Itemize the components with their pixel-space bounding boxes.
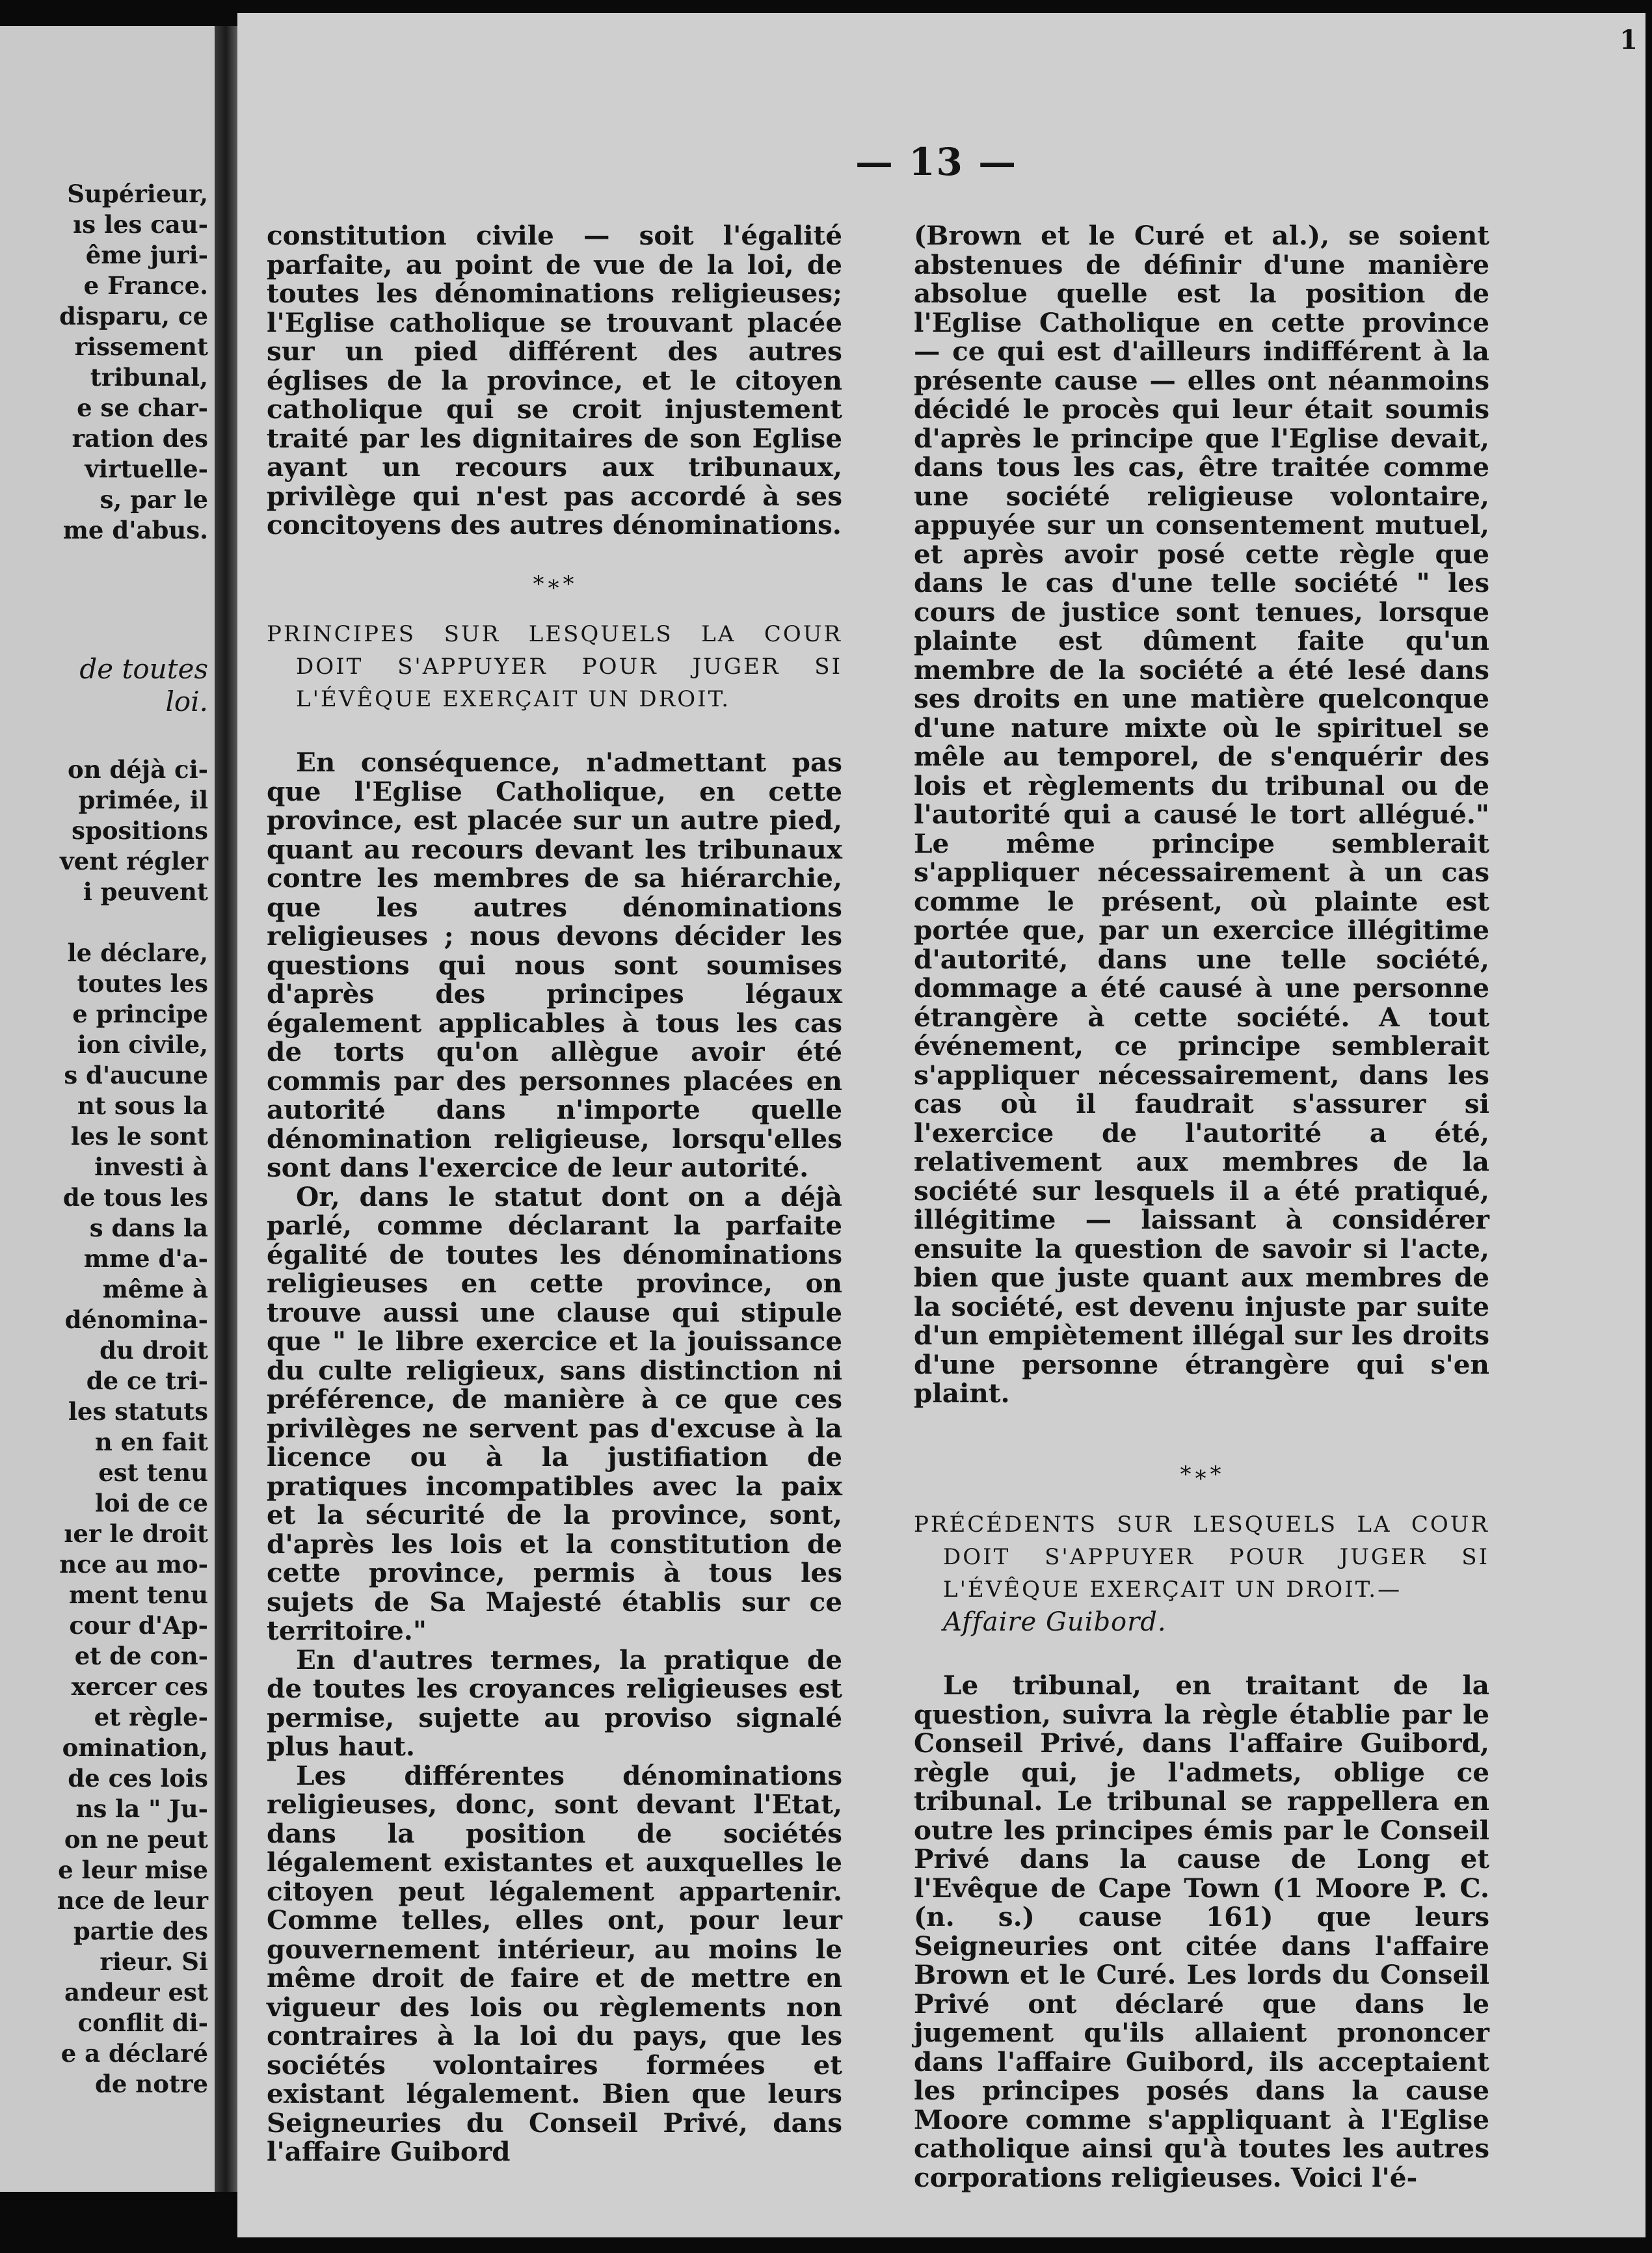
facing-page-text-fragment: disparu, ce [59,302,208,330]
section-heading [267,618,842,715]
facing-page-text-fragment: me d'abus. [62,516,208,544]
section-separator: *∗* [1180,1461,1223,1487]
heading-line: PRÉCÉDENTS SUR LESQUELS LA COUR [914,1512,1489,1538]
page-corner-mark: 1 [1619,25,1638,55]
facing-page-text-fragment: ıs les cau- [73,210,208,239]
heading-line: L'ÉVÊQUE EXERÇAIT UN DROIT.— [943,1577,1402,1603]
facing-page-text-fragment: spositions [72,816,208,845]
paragraph: Les différentes dénominations religieuses, donc, sont devant l'Etat, dans la position de sociétés légalement existantes et auxquelles le citoyen peut légalement appartenir. Comme telles, elles ont, pour leur gouvernement intérieur, au moins le même droit de faire et de mettre en vigueur des lois ou règlements non contraires à la loi du pays, que les sociétés volontaires formées et existant légalement. Bien que leurs Seigneuries du Conseil Privé, dans l'affaire Guibord [267,1759,842,2167]
facing-page-text-fragment: ion civile, [77,1030,208,1059]
paragraph: Le tribunal, en traitant de la question, suivra la règle établie par le Conseil Privé, dans l'affaire Guibord, règle qui, je l'admets, oblige ce tribunal. Le tribunal se rappellera en outre les principes émis par le Conseil Privé dans la cause de Long et l'Evêque de Cape Town (1 Moore P. C. (n. s.) cause 161) que leurs Seigneuries ont citée dans l'affaire Brown et le Curé. Les lords du Conseil Privé ont déclaré que dans le jugement qu'ils allaient prononcer dans l'affaire Guibord, ils acceptaient les principes posés dans la cause Moore comme s'appliquant à l'Eglise catholique ainsi qu'à toutes les autres corporations religieuses. Voici l'é- [914,1670,1489,2193]
facing-page-text-fragment: n en fait [94,1428,208,1456]
paragraph: Or, dans le statut dont on a déjà parlé, comme déclarant la parfaite égalité de toutes les dénominations religieuses en cette province, on trouve aussi une clause qui stipule que " le libre exercice et la jouissance du culte religieux, sans distinction ni préférence, de manière à ce que ces privilèges ne servent pas d'excuse à la licence ou à la justifiation de pratiques incompatibles avec la paix et la sécurité de la province, sont, d'après les lois et la constitution de cette province, permis à tous les sujets de Sa Majesté établis sur ce territoire." [267,1180,842,1646]
facing-page-text-fragment: s d'aucune [64,1061,208,1089]
book-gutter [215,26,237,2192]
facing-page-text-fragment: xercer ces [71,1672,208,1701]
left-column [267,221,842,2166]
facing-page-text-fragment: on déjà ci- [67,755,208,784]
facing-page-text-fragment: ration des [72,424,208,453]
facing-page-text-fragment: omination, [62,1733,208,1762]
facing-page-text-fragment: ıer le droit [64,1519,208,1548]
facing-page-text-fragment: ême juri- [85,241,208,269]
facing-page-text-fragment: s, par le [100,485,208,514]
section-separator: *∗* [533,570,576,597]
facing-page-text-fragment: de toutes [79,653,208,685]
facing-page-text-fragment: et de con- [74,1642,208,1670]
facing-page-text-fragment: e se char- [77,393,208,422]
facing-page-text-fragment: conflit di- [77,2008,208,2037]
facing-page-text-fragment: i peuvent [83,877,208,906]
heading-italic-line: Affaire Guibord. [943,1607,1167,1637]
facing-page-text-fragment: nce au mo- [59,1550,208,1579]
paragraph: (Brown et le Curé et al.), se soient abstenues de définir d'une manière absolue quelle est la position de l'Eglise Catholique en cette province — ce qui est d'ailleurs indifférent à la présente cause — elles ont néanmoins décidé le procès qui leur était soumis d'après le principe que l'Eglise devait, dans tous les cas, être traitée comme une société religieuse volontaire, appuyée sur un consentement mutuel, et après avoir posé cette règle que dans le cas d'une telle société " les cours de justice sont tenues, lorsque plainte est dûment faite qu'un membre de la société a été lesé dans ses droits en une matière quelconque d'une nature mixte où le spirituel se mêle au temporel, de s'enquérir des lois et règlements du tribunal ou de l'autorité qui a causé le tort allégué." Le même principe semblerait s'appliquer nécessairement à un cas comme le présent, où plainte est portée que, par un exercice illégitime d'autorité, dans une telle société, dommage a été causé à une personne étrangère à cette société. A tout événement, ce principe semblerait s'appliquer nécessairement, dans les cas où il faudrait s'assurer si l'exercice de l'autorité a été, relativement aux membres de la société sur lesquels il a été pratiqué, illégitime — laissant à considérer ensuite la question de savoir si l'acte, bien que juste quant aux membres de la société, est devenu injuste par suite d'un empiètement illégal sur les droits d'une personne étrangère qui s'en plaint. [914,220,1489,1409]
paragraph: constitution civile — soit l'égalité parfaite, au point de vue de la loi, de toutes les dénominations religieuses; l'Eglise catholique se trouvant placée sur un pied différent des autres églises de la province, et le citoyen catholique qui se croit injustement traité par les dignitaires de son Eglise ayant un recours aux tribunaux, privilège qui n'est pas accordé à ses concitoyens des autres dénominations. [267,220,842,540]
paragraph: En conséquence, n'admettant pas que l'Eglise Catholique, en cette province, est placée sur un autre pied, quant au recours devant les tribunaux contre les membres de sa hiérarchie, que les autres dénominations religieuses ; nous devons décider les questions qui nous sont soumises d'après des principes légaux également applicables à tous les cas de torts qu'on allègue avoir été commis par des personnes placées en autorité dans n'importe quelle dénomination religieuse, lorsqu'elles sont dans l'exercice de leur autorité. [267,747,842,1183]
facing-page-text-fragment: e a déclaré [60,2039,208,2068]
facing-page-text-fragment: primée, il [78,786,208,814]
heading-line: DOIT S'APPUYER POUR JUGER SI [943,1544,1489,1570]
paragraph: En d'autres termes, la pratique de de toutes les croyances religieuses est permise, sujette au proviso signalé plus haut. [267,1644,842,1762]
facing-page-text-fragment: s dans la [89,1214,208,1242]
page-number: — 13 — [855,140,1018,184]
facing-page-text-fragment: nce de leur [57,1886,208,1915]
facing-page-text-fragment: ns la " Ju- [75,1794,208,1823]
facing-page-fragment [0,26,215,2192]
facing-page-text-fragment: dénomina- [64,1305,208,1334]
facing-page-text-fragment: tribunal, [90,363,208,392]
facing-page-text-fragment: même à [102,1275,208,1303]
facing-page-text-fragment: les statuts [68,1397,208,1426]
facing-page-text-fragment: de ces lois [68,1764,208,1793]
facing-page-text-fragment: Supérieur, [67,180,208,208]
facing-page-text-fragment: ment tenu [69,1580,208,1609]
facing-page-text-fragment: de notre [95,2070,208,2098]
facing-page-text-fragment: loi de ce [94,1489,208,1517]
facing-page-text-fragment: cour d'Ap- [69,1611,208,1640]
facing-page-text-fragment: andeur est [64,1978,208,2006]
right-column [914,221,1489,2192]
facing-page-text-fragment: les le sont [70,1122,208,1151]
facing-page-text-fragment: rieur. Si [100,1947,208,1976]
heading-line: L'ÉVÊQUE EXERÇAIT UN DROIT. [296,686,731,712]
facing-page-text-fragment: est tenu [98,1458,208,1487]
facing-page-text-fragment: vent régler [60,847,208,875]
facing-page-text-fragment: e principe [72,1000,208,1028]
heading-line: PRINCIPES SUR LESQUELS LA COUR [267,621,842,647]
facing-page-text-fragment: rissement [74,332,208,361]
facing-page-text-fragment: de tous les [62,1183,208,1212]
facing-page-text-fragment: e leur mise [58,1856,208,1884]
facing-page-text-fragment: toutes les [77,969,208,998]
facing-page-text-fragment: nt sous la [77,1091,208,1120]
heading-line: DOIT S'APPUYER POUR JUGER SI [296,654,842,680]
facing-page-text-fragment: on ne peut [64,1825,208,1854]
facing-page-text-fragment: e France. [83,271,208,300]
facing-page-text-fragment: mme d'a- [83,1244,208,1273]
facing-page-text-fragment: et règle- [94,1703,208,1731]
section-heading [914,1508,1489,1638]
facing-page-text-fragment: le déclare, [67,939,208,967]
facing-page-text-fragment: du droit [100,1336,208,1365]
facing-page-text-fragment: loi. [165,686,208,717]
facing-page-text-fragment: investi à [94,1153,208,1181]
facing-page-text-fragment: partie des [73,1917,208,1945]
facing-page-text-fragment: de ce tri- [86,1366,208,1395]
page [237,13,1645,2237]
facing-page-text-fragment: virtuelle- [85,455,208,483]
